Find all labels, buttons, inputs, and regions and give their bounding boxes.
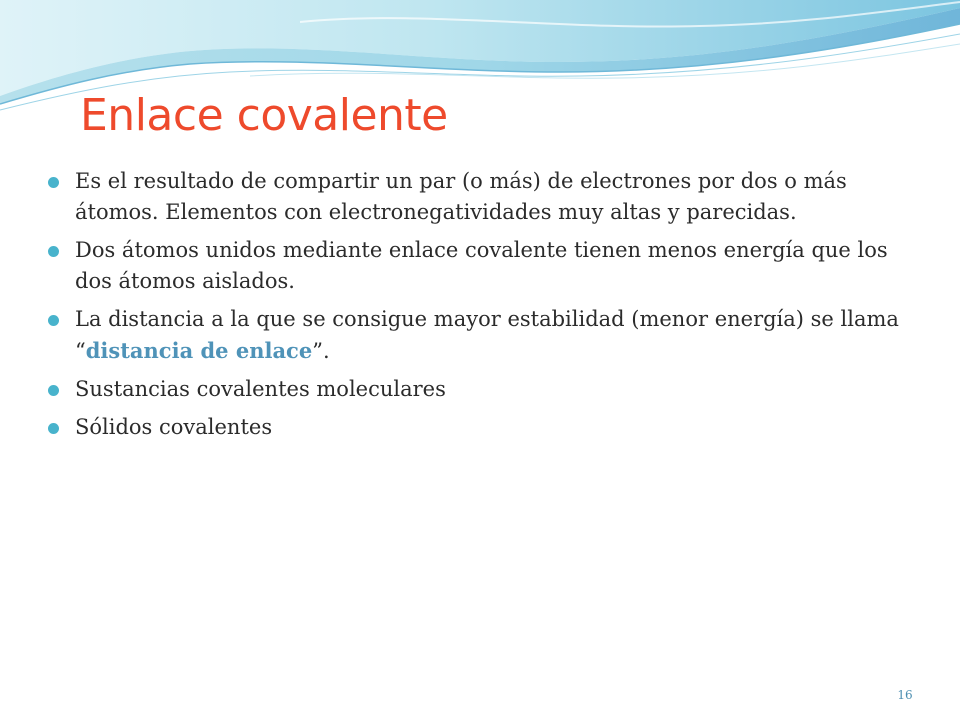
bullet-text: Sólidos covalentes (75, 415, 273, 439)
bullet-item (75, 235, 905, 297)
bullet-item (75, 304, 905, 367)
bullet-dot-icon (48, 423, 59, 434)
page-number: 16 (897, 688, 913, 702)
bullet-text-before: La distancia a la que se consigue mayor estabilidad (menor energía) se llama “ (75, 307, 899, 363)
slide-title: Enlace covalente (80, 90, 448, 141)
bullet-text: Es el resultado de compartir un par (o más) de electrones por dos o más átomos. Elementos con electronegatividades muy altas y parecidas. (75, 169, 847, 224)
distancia-de-enlace-highlight: distancia de enlace (85, 338, 313, 363)
bullet-text: Sustancias covalentes moleculares (75, 377, 446, 401)
bullet-text: Dos átomos unidos mediante enlace covalente tienen menos energía que los dos átomos aislados. (75, 238, 888, 293)
bullet-dot-icon (48, 385, 59, 396)
bullet-item (75, 374, 905, 405)
bullet-dot-icon (48, 177, 59, 188)
bullet-item (75, 166, 905, 228)
bullet-dot-icon (48, 315, 59, 326)
bullet-list (75, 166, 905, 450)
bullet-dot-icon (48, 246, 59, 257)
bullet-text-after: ”. (312, 339, 330, 363)
bullet-item (75, 412, 905, 443)
